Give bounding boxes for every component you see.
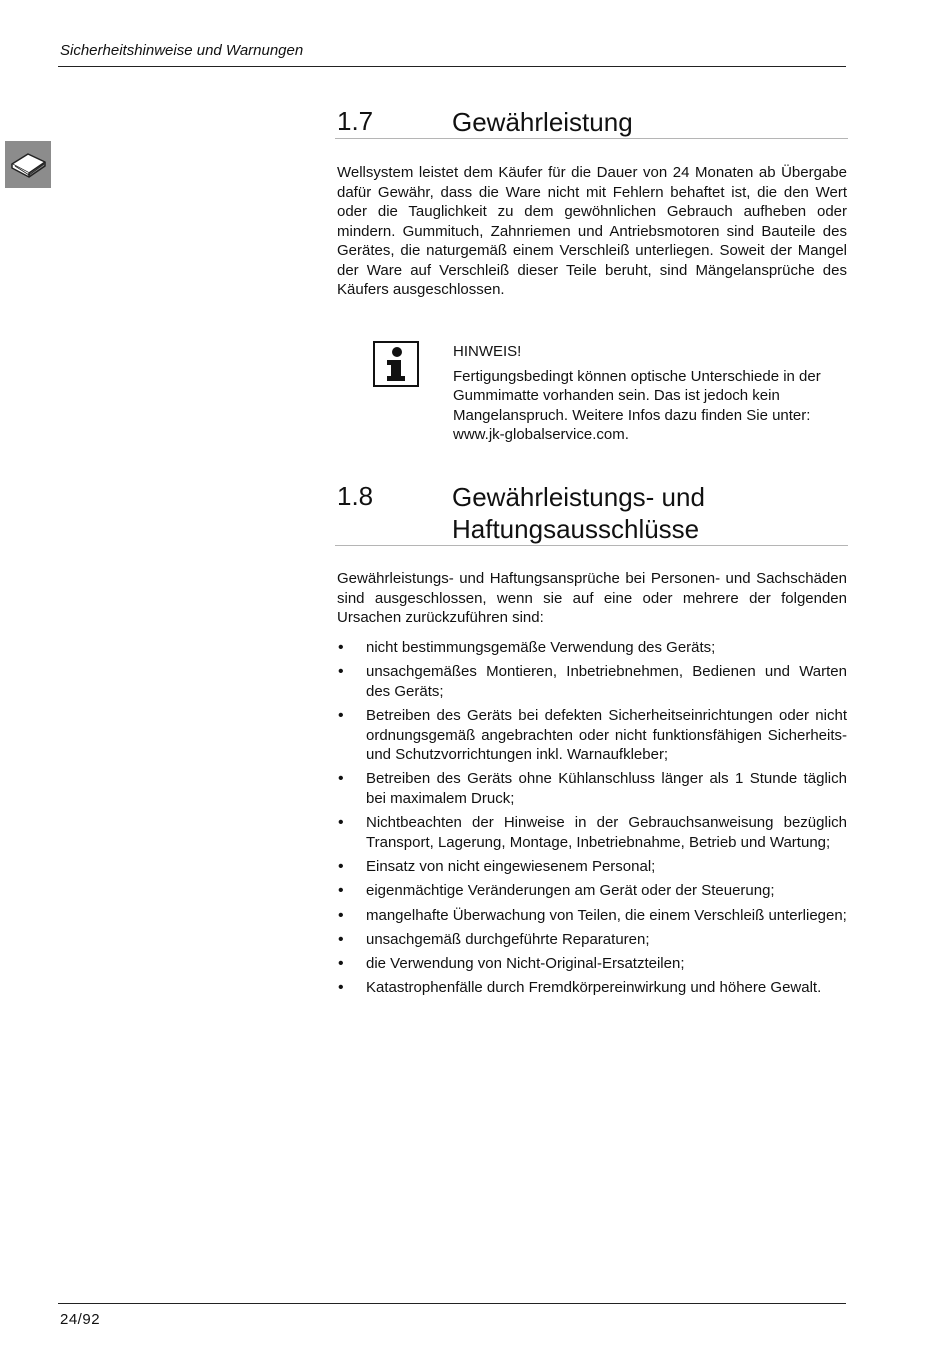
list-item: • Einsatz von nicht eingewiesenem Personal; [337,857,847,877]
footer-rule [58,1303,846,1304]
list-item: • unsachgemäßes Montieren, Inbetriebnehmen, Bedienen und Warten des Geräts; [337,662,847,701]
page-number: 24/92 [60,1311,101,1328]
info-icon [373,341,419,387]
running-header: Sicherheitshinweise und Warnungen [60,42,304,59]
section-title: Gewährleistungs- und Haftungsausschlüsse [452,482,705,544]
book-icon [8,150,48,180]
list-item: • die Verwendung von Nicht-Original-Ersatzteilen; [337,954,847,974]
list-item: • Betreiben des Geräts bei defekten Sicherheitseinrichtungen oder nicht ordnungsgemäß angebrachten oder nicht funktionsfähigen Sicherheits- und Schutzvorrichtungen inkl. Warnaufkleber; [337,706,847,765]
exclusion-list [337,638,847,1003]
note-label: HINWEIS! [453,343,522,360]
exclusion-intro: Gewährleistungs- und Haftungsansprüche bei Personen- und Sachschäden sind ausgeschlossen, wenn sie auf eine oder mehrere der folgenden Ursachen zurückzuführen sind: [337,570,847,626]
section-title: Gewährleistung [452,107,633,137]
list-item: • nicht bestimmungsgemäße Verwendung des Geräts; [337,638,847,658]
list-item: • mangelhafte Überwachung von Teilen, die einem Verschleiß unterliegen; [337,906,847,926]
header-rule [58,66,846,67]
section-rule [335,138,848,139]
list-item: • Nichtbeachten der Hinweise in der Gebrauchsanweisung bezüglich Transport, Lagerung, Montage, Inbetriebnahme, Betrieb und Wartung; [337,813,847,852]
list-item: • Betreiben des Geräts ohne Kühlanschluss länger als 1 Stunde täglich bei maximalem Druck; [337,769,847,808]
chapter-tab [5,141,51,188]
list-item: • unsachgemäß durchgeführte Reparaturen; [337,930,847,950]
list-item: • Katastrophenfälle durch Fremdkörpereinwirkung und höhere Gewalt. [337,978,847,998]
section-rule [335,545,848,546]
warranty-paragraph: Wellsystem leistet dem Käufer für die Dauer von 24 Monaten ab Übergabe dafür Gewähr, dass die Ware nicht mit Fehlern behaftet ist, die den Wert oder die Tauglichkeit zu dem gewöhnlichen Gebrauch aufheben oder mindern. Gummituch, Zahnriemen und Antriebsmotoren sind Bauteile des Gerätes, die naturgemäß einem Verschleiß unterliegen. Soweit der Mangel der Ware auf Verschleiß dieser Teile beruht, sind Mängelansprüche des Käufers ausgeschlossen. [337,164,847,298]
list-item: • eigenmächtige Veränderungen am Gerät oder der Steuerung; [337,881,847,901]
section-number: 1.8 [337,481,374,511]
note-text: Fertigungsbedingt können optische Unterschiede in der Gummimatte vorhanden sein. Das ist jedoch kein Mangelanspruch. Weitere Infos dazu finden Sie unter: www.jk-globalservice.com. [453,367,821,443]
section-number: 1.7 [337,106,374,136]
note-box [453,342,848,445]
